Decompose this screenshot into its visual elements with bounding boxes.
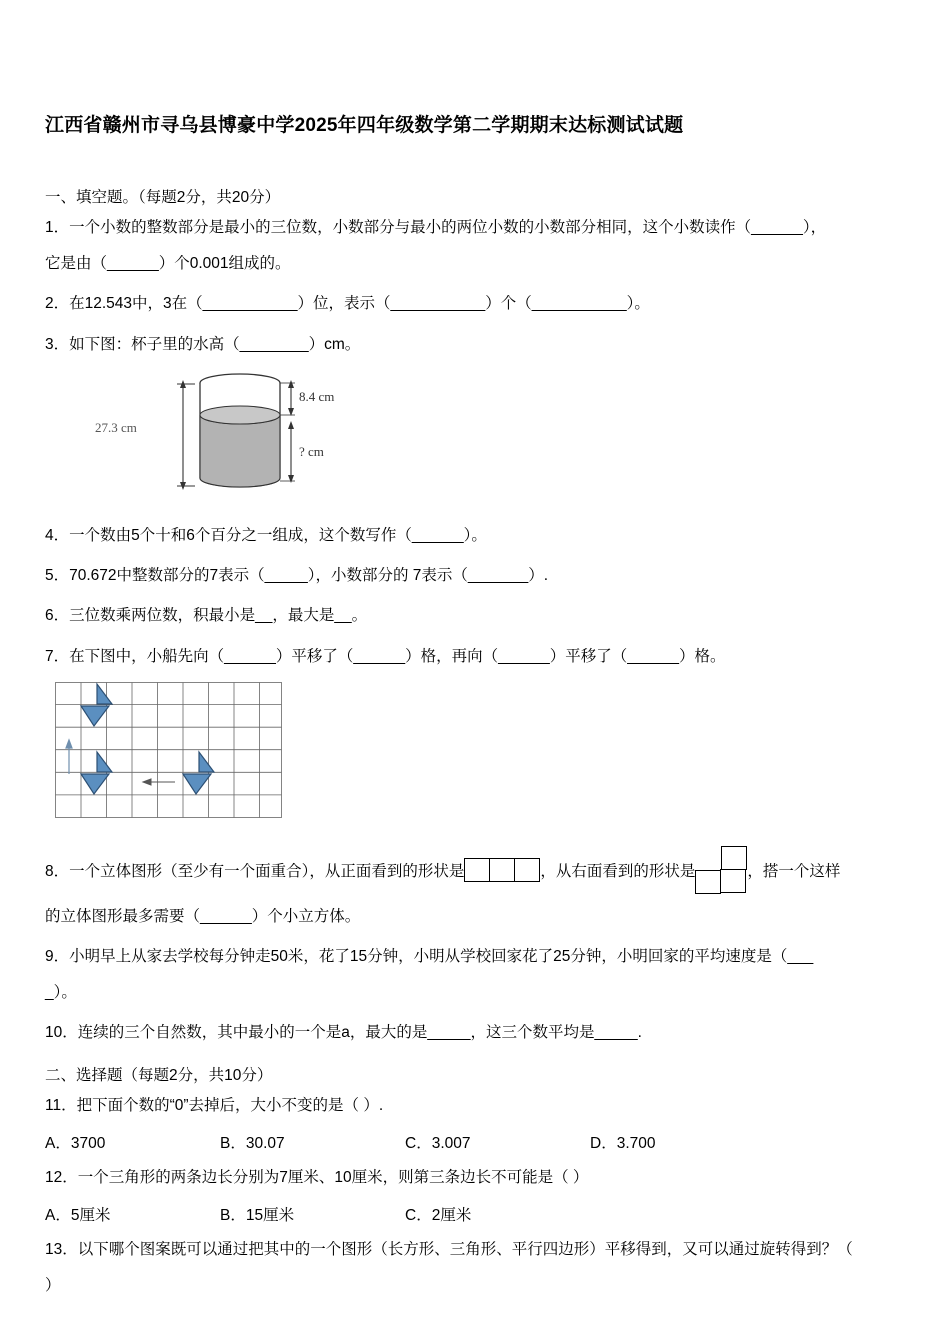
choice-b[interactable]: B．15厘米 <box>220 1207 295 1225</box>
question-13-line-2: ） <box>45 1277 61 1295</box>
question-8-text-part-2: ，从右面看到的形状是 <box>540 862 696 880</box>
cup-label-total-height: 27.3 cm <box>95 419 137 435</box>
question-12-choices <box>45 1203 905 1225</box>
cell <box>695 870 721 894</box>
question-1-line-1: 1．一个小数的整数部分是最小的三位数，小数部分与最小的两位小数的小数部分相同，这个小数读作（______）， <box>45 219 827 236</box>
front-view-shape <box>464 858 540 882</box>
choice-d[interactable]: D．3.700 <box>590 1134 656 1152</box>
cell <box>514 858 540 882</box>
question-13-line-1: 13．以下哪个图案既可以通过把其中的一个图形（长方形、三角形、平行四边形）平移得到，又可以通过旋转得到？（ <box>45 1241 853 1259</box>
question-8-line-1 <box>45 848 905 896</box>
cell <box>489 858 515 882</box>
cell <box>720 869 746 893</box>
choice-a[interactable]: A．5厘米 <box>45 1207 111 1225</box>
question-7: 7．在下图中，小船先向（______）平移了（______）格，再向（______）平移了（______）格。 <box>45 647 726 665</box>
section-heading-fill-in-blanks: 一、填空题。（每题2分，共20分） <box>45 189 281 206</box>
figure-boat-translation-grid <box>55 682 295 832</box>
question-6: 6．三位数乘两位数，积最小是__，最大是__。 <box>45 607 368 625</box>
cell <box>721 846 747 870</box>
question-5: 5．70.672中整数部分的7表示（_____），小数部分的 7表示（_______）. <box>45 567 549 585</box>
question-3: 3．如下图：杯子里的水高（________）cm。 <box>45 335 361 353</box>
question-8-line-2: 的立体图形最多需要（______）个小立方体。 <box>45 907 361 925</box>
question-9-line-2: _）。 <box>45 984 77 1002</box>
choice-b[interactable]: B．30.07 <box>220 1134 285 1152</box>
question-11-choices <box>45 1131 905 1153</box>
cup-label-unknown-height: ? cm <box>299 443 324 459</box>
boat-shape-bottom-left <box>81 752 112 794</box>
choice-c[interactable]: C．2厘米 <box>405 1207 472 1225</box>
question-2: 2．在12.543中，3在（___________）位，表示（___________）个（___________）。 <box>45 295 650 313</box>
page-title: 江西省赣州市寻乌县博豪中学2025年四年级数学第二学期期末达标测试试题 <box>45 115 684 136</box>
figure-water-cup <box>95 368 355 503</box>
shape-row <box>695 870 747 894</box>
question-1-line-2: 它是由（______）个0.001组成的。 <box>45 255 291 273</box>
right-view-shape <box>695 846 747 894</box>
choice-c[interactable]: C．3.007 <box>405 1134 471 1152</box>
question-10: 10．连续的三个自然数，其中最小的一个是a，最大的是_____，这三个数平均是_____. <box>45 1024 642 1042</box>
boat-grid-svg <box>55 682 295 834</box>
question-12: 12．一个三角形的两条边长分别为7厘米、10厘米，则第三条边长不可能是（ ） <box>45 1168 589 1186</box>
question-8-text-part-1: 8．一个立体图形（至少有一个面重合），从正面看到的形状是 <box>45 862 465 880</box>
question-9-line-1: 9．小明早上从家去学校每分钟走50米，花了15分钟，小明从学校回家花了25分钟，小明回家的平均速度是（___ <box>45 947 814 965</box>
cup-label-top-height: 8.4 cm <box>299 388 335 404</box>
question-11: 11．把下面个数的“0”去掉后，大小不变的是（ ）. <box>45 1096 384 1114</box>
choice-a[interactable]: A．3700 <box>45 1134 106 1152</box>
boat-shape-bottom-right <box>183 752 214 794</box>
question-4: 4．一个数由5个十和6个百分之一组成，这个数写作（______）。 <box>45 526 487 544</box>
section-heading-multiple-choice: 二、选择题（每题2分，共10分） <box>45 1066 273 1084</box>
cell <box>464 858 490 882</box>
question-8-text-part-3: ，搭一个这样 <box>747 862 841 880</box>
